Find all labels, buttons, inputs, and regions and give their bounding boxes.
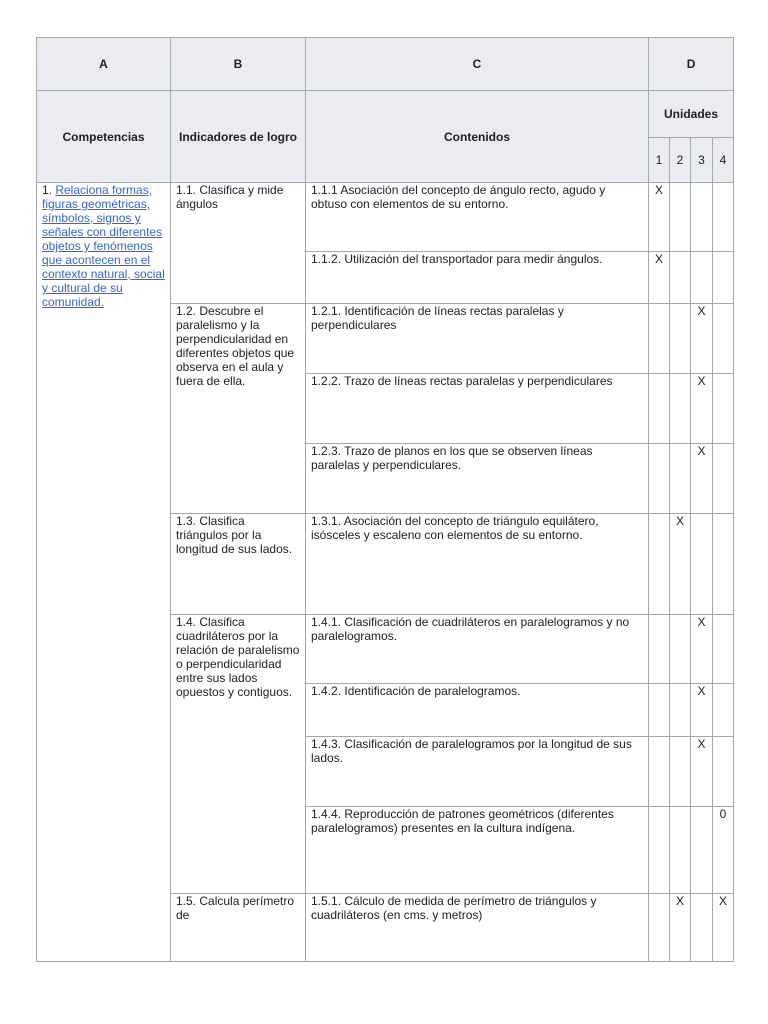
header-unidades: Unidades: [649, 91, 734, 138]
unit-mark: [670, 252, 691, 304]
unit-mark: X: [670, 894, 691, 962]
indicador-1-1: 1.1. Clasifica y mide ángulos: [171, 183, 306, 304]
header-a: A: [37, 38, 171, 91]
unit-mark: [691, 252, 713, 304]
unit-mark: X: [691, 684, 713, 737]
unit-mark: [713, 183, 734, 252]
unit-mark: [670, 304, 691, 374]
contenido-cell: 1.5.1. Cálculo de medida de perímetro de triángulos y cuadriláteros (en cms. y metros): [306, 894, 649, 962]
contenido-cell: 1.1.1 Asociación del concepto de ángulo recto, agudo y obtuso con elementos de su entorno.: [306, 183, 649, 252]
header-contenidos: Contenidos: [306, 91, 649, 183]
contenido-cell: 1.1.2. Utilización del transportador para medir ángulos.: [306, 252, 649, 304]
unit-mark: [713, 304, 734, 374]
indicador-1-2: 1.2. Descubre el paralelismo y la perpendicularidad en diferentes objetos que observa en el aula y fuera de ella.: [171, 304, 306, 514]
unit-mark: [670, 615, 691, 684]
competencia-link[interactable]: Relaciona formas, figuras geométricas, símbolos, signos y señales con diferentes objetos y fenómenos que acontecen en el contexto natural, social y cultural de su comunidad.: [42, 183, 165, 309]
unit-mark: X: [713, 894, 734, 962]
unit-number-1: 1: [649, 138, 670, 183]
unit-mark: [649, 737, 670, 807]
unit-mark: X: [691, 615, 713, 684]
unit-mark: X: [691, 374, 713, 444]
unit-mark: [713, 737, 734, 807]
unit-mark: [670, 183, 691, 252]
unit-mark: [649, 304, 670, 374]
unit-mark: [649, 684, 670, 737]
unit-mark: 0: [713, 807, 734, 894]
unit-mark: [670, 374, 691, 444]
unit-mark: [713, 374, 734, 444]
unit-mark: [649, 615, 670, 684]
indicador-1-3: 1.3. Clasifica triángulos por la longitud de sus lados.: [171, 514, 306, 615]
unit-mark: [691, 183, 713, 252]
unit-mark: X: [649, 252, 670, 304]
unit-mark: [713, 252, 734, 304]
header-d: D: [649, 38, 734, 91]
competencia-number: 1.: [42, 183, 56, 197]
unit-mark: [670, 684, 691, 737]
contenido-cell: 1.4.3. Clasificación de paralelogramos por la longitud de sus lados.: [306, 737, 649, 807]
unit-mark: [713, 684, 734, 737]
unit-mark: [670, 444, 691, 514]
contenido-cell: 1.2.2. Trazo de líneas rectas paralelas y perpendiculares: [306, 374, 649, 444]
unit-mark: X: [691, 304, 713, 374]
unit-mark: [670, 807, 691, 894]
header-b: B: [171, 38, 306, 91]
contenido-cell: 1.4.1. Clasificación de cuadriláteros en paralelogramos y no paralelogramos.: [306, 615, 649, 684]
header-competencias: Competencias: [37, 91, 171, 183]
contenido-cell: 1.4.2. Identificación de paralelogramos.: [306, 684, 649, 737]
unit-mark: [670, 737, 691, 807]
unit-mark: [691, 807, 713, 894]
unit-mark: [713, 514, 734, 615]
unit-mark: X: [691, 444, 713, 514]
competencia-cell: [37, 183, 171, 962]
unit-mark: [649, 514, 670, 615]
unit-mark: [649, 894, 670, 962]
column-letter-row: [37, 38, 734, 91]
unit-mark: [713, 615, 734, 684]
unit-mark: [649, 807, 670, 894]
unit-mark: [649, 444, 670, 514]
unit-mark: [649, 374, 670, 444]
header-c: C: [306, 38, 649, 91]
unit-number-3: 3: [691, 138, 713, 183]
unit-mark: [713, 444, 734, 514]
unit-number-4: 4: [713, 138, 734, 183]
unit-mark: [691, 894, 713, 962]
indicador-1-4: 1.4. Clasifica cuadriláteros por la relación de paralelismo o perpendicularidad entre sus lados opuestos y contiguos.: [171, 615, 306, 894]
unit-number-2: 2: [670, 138, 691, 183]
contenido-cell: 1.2.3. Trazo de planos en los que se observen líneas paralelas y perpendiculares.: [306, 444, 649, 514]
table-row: [37, 183, 734, 252]
indicador-1-5: 1.5. Calcula perímetro de: [171, 894, 306, 962]
contenido-cell: 1.3.1. Asociación del concepto de triángulo equilátero, isósceles y escaleno con elementos de su entorno.: [306, 514, 649, 615]
unit-mark: X: [691, 737, 713, 807]
contenido-cell: 1.2.1. Identificación de líneas rectas paralelas y perpendiculares: [306, 304, 649, 374]
unit-mark: X: [670, 514, 691, 615]
unit-mark: [691, 514, 713, 615]
header-title-row: [37, 91, 734, 138]
header-indicadores: Indicadores de logro: [171, 91, 306, 183]
contenido-cell: 1.4.4. Reproducción de patrones geométricos (diferentes paralelogramos) presentes en la cultura indígena.: [306, 807, 649, 894]
curriculum-table: [36, 37, 734, 962]
unit-mark: X: [649, 183, 670, 252]
